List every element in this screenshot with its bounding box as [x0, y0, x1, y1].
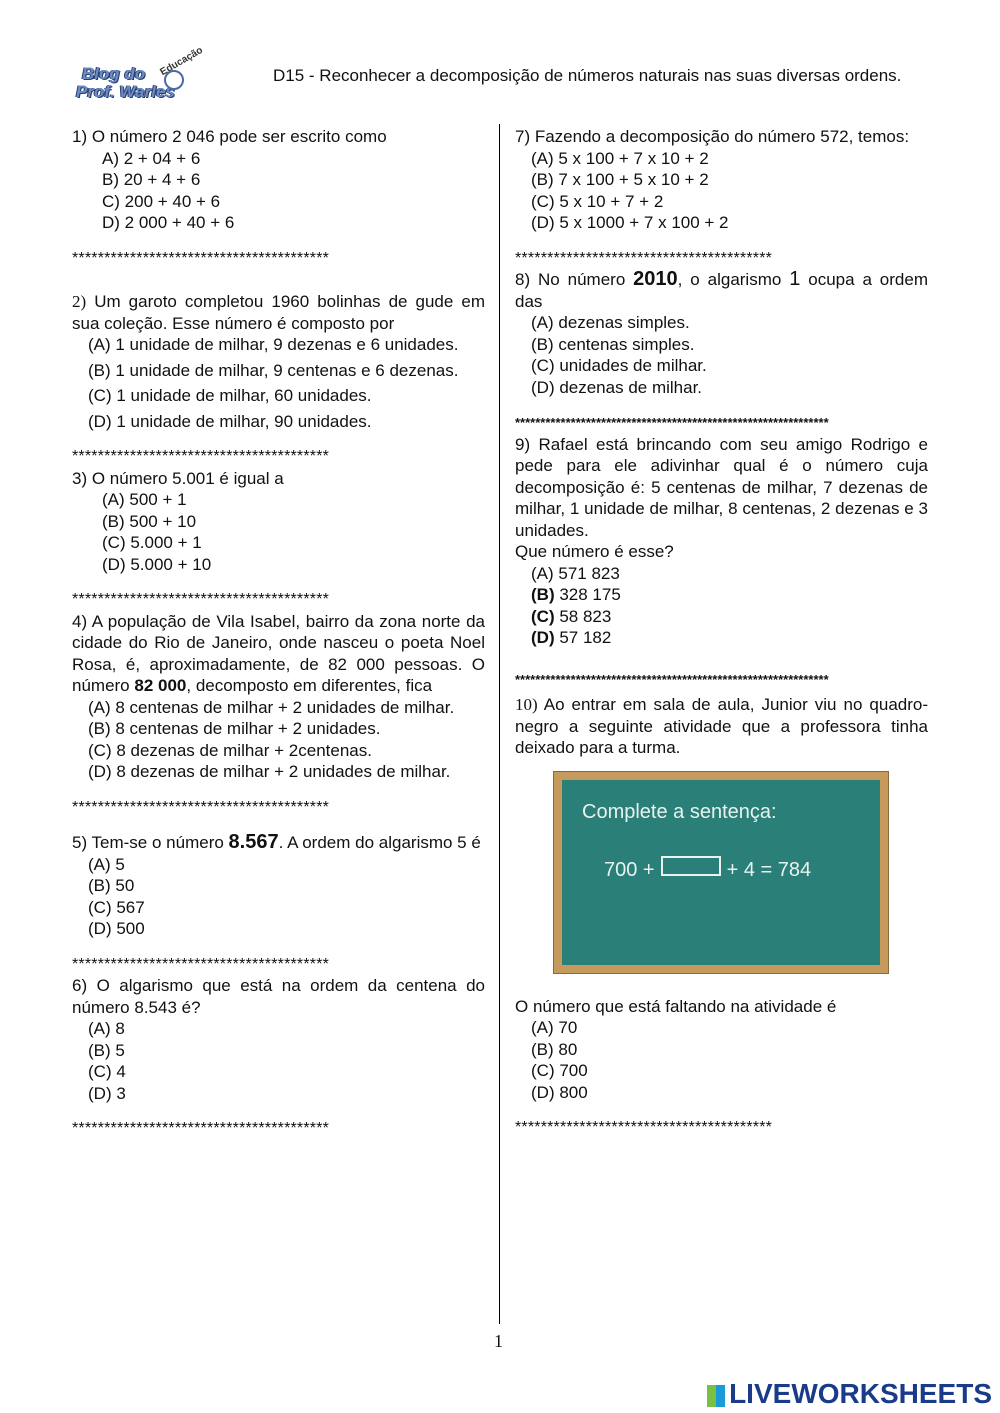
- stem-text: 4) A população de Vila Isabel, bairro da zona norte da cidade do Rio de Janeiro, onde nasceu o poeta Noel Rosa, é, aproximadamente, de 82 000 pessoas. O número: [72, 611, 485, 695]
- question-8: [515, 269, 928, 398]
- option-b: B) 20 + 4 + 6: [102, 170, 201, 189]
- option-d: (D) 800: [531, 1082, 588, 1102]
- stem-number: 8.567: [228, 831, 279, 853]
- option-a: (A) 8: [88, 1019, 125, 1038]
- stem-number: 82 000: [134, 676, 187, 695]
- option-c: (C) 1 unidade de milhar, 60 unidades.: [88, 386, 372, 405]
- option-b: (B) 500 + 10: [102, 511, 197, 531]
- option-d: (D) 5 x 1000 + 7 x 100 + 2: [531, 213, 729, 232]
- separator: ****************************************: [72, 955, 330, 973]
- page-header: D15 - Reconhecer a decomposição de números naturais nas suas diversas ordens.: [273, 66, 902, 85]
- board-title: Complete a sentença:: [582, 800, 777, 823]
- option-b: (B) 7 x 100 + 5 x 10 + 2: [531, 170, 709, 189]
- logo-line1: Blog do: [82, 64, 146, 83]
- chalkboard-image: [553, 771, 889, 974]
- separator: ****************************************: [72, 249, 330, 267]
- globe-icon: [164, 70, 184, 90]
- option-b: (B) centenas simples.: [531, 334, 695, 354]
- option-a: (A) 70: [531, 1018, 578, 1037]
- separator: ****************************************: [72, 1120, 330, 1137]
- option-b: (B) 50: [88, 876, 135, 895]
- option-d: (D) 5.000 + 10: [102, 554, 212, 574]
- option-b: (B) 328 175: [531, 585, 621, 604]
- question-6: [72, 975, 485, 1104]
- option-c: (C) 8 dezenas de milhar + 2centenas.: [88, 740, 372, 760]
- stem-text: . A ordem do algarismo 5 é: [278, 833, 481, 852]
- left-column: [72, 126, 485, 1140]
- question-7: [515, 126, 928, 234]
- question-9: [515, 434, 928, 649]
- stem-text: , decomposto em diferentes, fica: [186, 676, 433, 695]
- option-d: (D) 57 182: [531, 628, 612, 647]
- liveworksheets-logo-icon: [707, 1385, 725, 1407]
- option-c: C) 200 + 40 + 6: [102, 191, 221, 211]
- option-c: (C) 567: [88, 897, 145, 917]
- question-3: [72, 468, 485, 576]
- option-a: (A) 5 x 100 + 7 x 10 + 2: [531, 148, 709, 168]
- page-number: 1: [494, 1331, 503, 1351]
- blog-logo: [72, 44, 205, 104]
- option-d: (D) 8 dezenas de milhar + 2 unidades de milhar.: [88, 762, 451, 781]
- option-c: (C) 700: [531, 1061, 588, 1080]
- question-2: [72, 291, 485, 432]
- separator: **************************************************************: [515, 671, 829, 687]
- question-stem: 9) Rafael está brincando com seu amigo Rodrigo e pede para ele adivinhar qual é o número cuja decomposição é: 5 centenas de milhar, 7 dezenas de milhar, 1 unidade de milhar, 8 centenas, 2 dezenas e 3 unidades.: [515, 434, 928, 540]
- logo-tag: Educação: [158, 44, 205, 79]
- option-d: D) 2 000 + 40 + 6: [102, 213, 235, 232]
- right-column: [515, 126, 928, 1139]
- answer-box: [661, 856, 721, 876]
- question-prompt: O número que está faltando na atividade é: [515, 996, 837, 1016]
- option-a: (A) 8 centenas de milhar + 2 unidades de milhar.: [88, 697, 455, 717]
- question-prompt: Que número é esse?: [515, 542, 674, 561]
- stem-number: 2010: [633, 268, 678, 290]
- question-stem: 6) O algarismo que está na ordem da centena do número 8.543 é?: [72, 976, 485, 1017]
- option-d: (D) 1 unidade de milhar, 90 unidades.: [88, 411, 372, 431]
- stem-digit: 1: [789, 268, 801, 290]
- question-stem: 3) O número 5.001 é igual a: [72, 468, 284, 488]
- question-1: [72, 126, 485, 234]
- option-d: (D) 3: [88, 1083, 126, 1103]
- question-stem: Ao entrar em sala de aula, Junior viu no quadro-negro a seguinte atividade que a professora tinha deixado para a turma.: [515, 695, 928, 757]
- option-b: (B) 80: [531, 1039, 578, 1059]
- chalkboard-surface: [562, 780, 880, 965]
- logo-line2: Prof. Warles: [76, 82, 175, 101]
- stem-text: 8) No número: [515, 270, 634, 289]
- separator: ****************************************: [515, 1119, 773, 1136]
- option-b: (B) 1 unidade de milhar, 9 centenas e 6 dezenas.: [88, 360, 459, 380]
- stem-text: , o algarismo: [677, 270, 790, 289]
- liveworksheets-watermark: LIVEWORKSHEETS: [707, 1378, 992, 1410]
- question-number: 10): [515, 695, 538, 714]
- option-a: (A) 5: [88, 854, 125, 874]
- option-c: (C) 5.000 + 1: [102, 533, 202, 552]
- option-a: (A) dezenas simples.: [531, 313, 690, 332]
- question-4: [72, 611, 485, 783]
- option-a: A) 2 + 04 + 6: [102, 148, 201, 168]
- option-c: (C) 4: [88, 1062, 126, 1081]
- option-d: (D) dezenas de milhar.: [531, 377, 703, 397]
- separator: **************************************************************: [515, 415, 829, 430]
- question-10: [515, 694, 928, 1103]
- stem-text: ocupa a ordem das: [515, 270, 928, 311]
- question-number: 2): [72, 292, 87, 311]
- option-c: (C) 5 x 10 + 7 + 2: [531, 191, 664, 211]
- option-a: (A) 500 + 1: [102, 490, 187, 509]
- question-stem: 1) O número 2 046 pode ser escrito como: [72, 127, 387, 146]
- question-5: [72, 832, 485, 940]
- option-c: (C) unidades de milhar.: [531, 356, 707, 375]
- separator: ****************************************: [72, 448, 330, 465]
- stem-text: 5) Tem-se o número: [72, 833, 229, 852]
- board-equation: 700 + + 4 = 784: [604, 860, 811, 882]
- option-b: (B) 5: [88, 1040, 125, 1060]
- question-stem: Um garoto completou 1960 bolinhas de gude em sua coleção. Esse número é composto por: [72, 292, 485, 333]
- separator: ****************************************: [72, 591, 330, 608]
- option-c: (C) 58 823: [531, 606, 612, 626]
- option-d: (D) 500: [88, 919, 145, 938]
- option-b: (B) 8 centenas de milhar + 2 unidades.: [88, 719, 381, 738]
- option-a: (A) 571 823: [531, 563, 620, 583]
- separator: ****************************************: [72, 798, 330, 816]
- option-a: (A) 1 unidade de milhar, 9 dezenas e 6 unidades.: [88, 335, 459, 354]
- column-divider: [499, 124, 500, 1324]
- separator: ****************************************: [515, 249, 773, 267]
- question-stem: 7) Fazendo a decomposição do número 572, temos:: [515, 127, 910, 146]
